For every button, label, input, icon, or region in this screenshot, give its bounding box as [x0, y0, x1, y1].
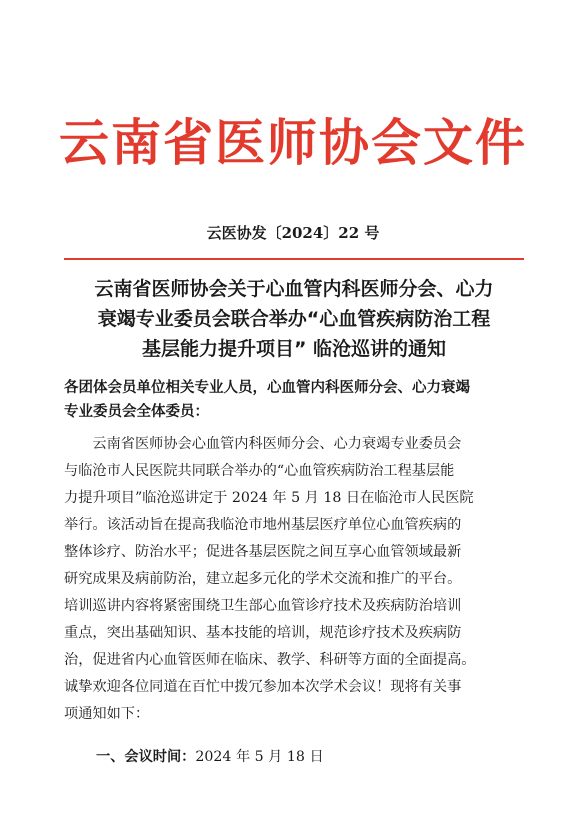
salutation-line: 专业委员会全体委员：	[64, 404, 209, 420]
body-line: 与临沧市人民医院共同联合举办的“心血管疾病防治工程基层能	[64, 463, 455, 479]
body-line: 项通知如下：	[64, 706, 150, 722]
document-header-title: 云南省医师协会文件	[59, 114, 527, 172]
red-divider-line	[64, 258, 524, 260]
meeting-time-value: 2024 年 5 月 18 日	[195, 749, 324, 765]
body-line: 力提升项目”临沧巡讲定于 2024 年 5 月 18 日在临沧市人民医院	[64, 490, 474, 506]
body-line: 诚挚欢迎各位同道在百忙中拨冗参加本次学术会议！现将有关事	[64, 679, 462, 695]
notice-subject	[62, 274, 526, 364]
document-number: 云医协发〔2024〕22 号	[206, 224, 380, 242]
salutation	[64, 376, 524, 424]
subject-line: 衰竭专业委员会联合举办“心血管疾病防治工程	[97, 308, 491, 330]
meeting-time-item	[96, 745, 324, 769]
body-line: 举行。该活动旨在提高我临沧市地州基层医疗单位心血管疾病的	[64, 517, 462, 533]
body-line: 培训巡讲内容将紧密围绕卫生部心血管诊疗技术及疾病防治培训	[64, 598, 462, 614]
body-paragraph	[64, 431, 526, 728]
body-line: 治，促进省内心血管医师在临床、教学、科研等方面的全面提高。	[64, 652, 476, 668]
body-line: 整体诊疗、防治水平；促进各基层医院之间互享心血管领域最新	[64, 544, 462, 560]
subject-line: 基层能力提升项目” 临沧巡讲的通知	[141, 338, 447, 360]
meeting-time-label: 一、会议时间：	[96, 749, 196, 765]
salutation-line: 各团体会员单位相关专业人员，心血管内科医师分会、心力衰竭	[64, 380, 470, 396]
body-line: 研究成果及病前防治，建立起多元化的学术交流和推广的平台。	[64, 571, 462, 587]
subject-line: 云南省医师协会关于心血管内科医师分会、心力	[94, 278, 494, 300]
body-line: 重点，突出基础知识、基本技能的培训，规范诊疗技术及疾病防	[64, 625, 462, 641]
body-line: 云南省医师协会心血管内科医师分会、心力衰竭专业委员会	[64, 436, 462, 452]
